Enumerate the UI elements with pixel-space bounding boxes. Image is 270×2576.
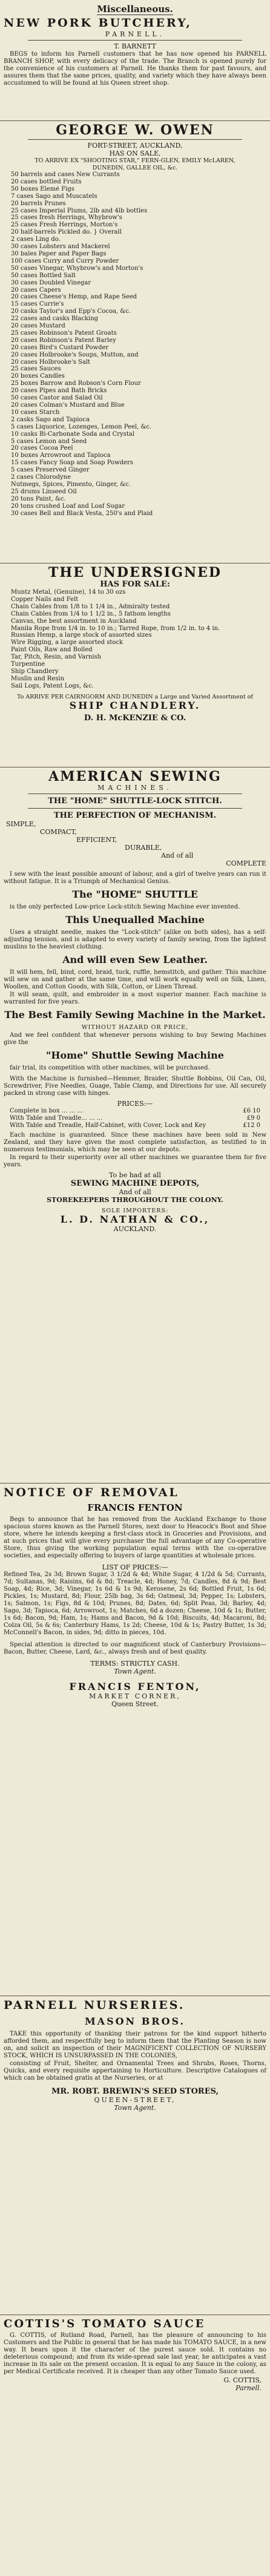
nursery-title: PARNELL NURSERIES. — [4, 1999, 185, 2012]
sewing-complete: COMPLETE — [226, 859, 266, 867]
list-item: Paint Oils, Raw and Boiled — [11, 646, 93, 654]
sewing-p1: I sew with the least possible amount of labour, and a girl of twelve years can run it without fatigue. It is a Triumph of Mechanical Genius. — [4, 871, 266, 885]
sauce-p1: G. COTTIS, of Rutland Road, Parnell, has the pleasure of announcing to his Customers and the Public in general that he has made his TOMATO SAUCE, in a new way. It bears upon it the character of the purest sauce sold. It contains no deleterious compound; and from its wide-spread sale last year, he anticipates a vast increase in its sale on the present occasion. It is equal to any Sauce in the colony, as per Medical Certificate received. It is cheaper than any other Tomato Sauce used. — [4, 2332, 266, 2375]
list-item: 2 cases Ling do. — [11, 236, 61, 243]
nursery-store: MR. ROBT. BREWIN'S SEED STORES, — [51, 2087, 219, 2096]
sewing-importers: L. D. NATHAN & CO., — [60, 1214, 210, 1225]
list-item: 25 cases Fresh Herrings, Morton's — [11, 222, 118, 229]
list-item: Copper Nails and Felt — [11, 596, 79, 603]
sauce-ad — [0, 2317, 270, 2394]
sewing-subtitle: MACHINES. — [97, 784, 173, 792]
removal-price-list: Refined Tea, 2s 3d; Brown Sugar, 3 1/2d & 4d; White Sugar, 4 1/2d & 5d; Currants, 7d; Sultanas, 9d; Raisins, 6d & 8d; Treacle, 4d; Honey, 7d; Candles, 8d & 9d; Best Soap, 4d; Rice, 3d; Vinegar, 1s 6d & 1s 9d; Kerosene, 2s 6d; Bottled Fruit, 1s 6d; Pickles, 1s; Mustard, 8d; Flour, 25lb bag, 3s 6d; Oatmeal, 3d; Pepper, 1s; Lobsters, 1s; Salmon, 1s; Figs, 8d & 10d; Prunes, 8d; Dates, 6d; Split Peas, 3d; Barley, 4d; Sago, 3d; Tapioca, 6d; Arrowroot, 1s; Matches, 6d a dozen; Cheese, 10d & 1s; Butter, 1s 6d; Bacon, 9d; Ham, 1s; Hams and Bacon, 9d & 10d; Biscuits, 4d; Macaroni, 8d; Colza Oil, 5s & 6s; Canterbury Hams, 1s 2d; Cheese, 10d & 1s; Pastry Butter, 1s 3d; McConnell's Bacon, in sides, 9d; ditto in pieces, 10d. — [4, 1571, 266, 1636]
sauce-sig1: G. COTTIS, — [223, 2376, 262, 2384]
list-item: 25 cases Imperial Plums, 2lb and 4lb bottles — [11, 207, 148, 214]
sewing-storekeepers: STOREKEEPERS THROUGHOUT THE COLONY. — [47, 1195, 223, 1204]
list-item: 25 boxes Barrow and Robson's Corn Flour — [11, 380, 141, 387]
sewing-p9: Each machine is guaranteed. Since these machines have been sold in New Zealand, and they have given the most complete satisfaction, as testified to in numerous testimonials, which may be seen at our depots. — [4, 1131, 266, 1153]
sewing-p4: It will hem, fell, bind, cord, braid, tuck, ruffle, hemstitch, and gather. This machine will sew on and gather at the same time, and will work equally well on Silk, Linen, Woollen, and Cotton Goods, with Silk, Cotton, or Linen Thread. — [4, 969, 266, 990]
list-item: Wire Rigging, a large assorted stock — [11, 639, 123, 646]
sewing-home: THE "HOME" SHUTTLE-LOCK STITCH. — [48, 797, 222, 806]
list-item: 20 half-barrels Pickled do. } Overall — [11, 229, 122, 236]
sewing-importers-title: SOLE IMPORTERS: — [101, 1207, 169, 1214]
list-item: Manila Rope from 1/4 in. to 10 in.; Tarred Rope, from 1/2 in. to 4 in. — [11, 625, 220, 632]
sewing-p3: Uses a straight needle, makes the "Lock-stitch" (alike on both sides), has a self-adjusting tension, and is adapted to every variety of family sewing, from the lightest muslins to the heaviest clothing. — [4, 929, 266, 950]
undersigned-sale: HAS FOR SALE: — [100, 580, 170, 589]
nursery-agent: Town Agent. — [114, 2104, 156, 2112]
list-item: 7 cases Sago and Muscatels — [11, 192, 97, 200]
list-item: 25 cases Robinson's Patent Groats — [11, 329, 117, 337]
list-item: 5 cases Liquorice, Lozenges, Lemon Peel, &c. — [11, 423, 152, 430]
butchery-owner: T. BARNETT — [114, 42, 156, 50]
list-item: 25 cases fresh Herrings, Whybrow's — [11, 214, 122, 222]
sauce-title: COTTIS'S TOMATO SAUCE — [4, 2318, 206, 2330]
sewing-prices-title: PRICES:— — [117, 1099, 153, 1108]
list-item: 20 cases Bird's Custard Powder — [11, 344, 109, 351]
sewing-best: The Best Family Sewing Machine in the Market. — [4, 1009, 266, 1020]
removal-sig1: FRANCIS FENTON, — [69, 1681, 201, 1692]
sewing-p6: And we feel confident that whenever persons wishing to buy Sewing Machines give the — [4, 1031, 266, 1046]
list-item: 30 bales Paper and Paper Bags — [11, 250, 107, 257]
list-item: Russian Hemp, a large stock of assorted sizes — [11, 632, 152, 639]
list-item: 30 cases Bell and Black Vesta, 250's and Plaid — [11, 510, 153, 517]
price-row: With Table and Treadle... ... ... £9 0 — [10, 1114, 260, 1122]
owen-sale: HAS ON SALE, — [109, 150, 161, 157]
sewing-perfection: THE PERFECTION OF MECHANISM. — [53, 811, 217, 820]
removal-list-title: LIST OF PRICES:— — [102, 1563, 168, 1571]
list-item: 20 cases Holbrooke's Soups, Mutton, and — [11, 351, 139, 358]
list-item: 10 boxes Arrowroot and Tapioca — [11, 452, 111, 459]
list-item: Canvas, the best assortment in Auckland — [11, 617, 137, 625]
sewing-p8: With the Machine is furnished—Hemmer, Braider, Shuttle Bobbins, Oil Can, Oil, Screwdriver, Five Needles, Guage, Table Clamp, and Directions for use. All securely packed in strong case with hinges. — [4, 1075, 266, 1097]
list-item: 15 cases Fancy Soap and Soap Powders — [11, 459, 133, 467]
sewing-and-of-all: And of all — [119, 1188, 151, 1196]
sewing-durable: DURABLE, — [125, 844, 162, 852]
list-item: 20 barrels Prunes — [11, 200, 66, 207]
sewing-unequalled: This Unequalled Machine — [65, 914, 205, 925]
sewing-home-sewing: "Home" Shuttle Sewing Machine — [46, 1049, 224, 1061]
list-item: 20 tons Paint, &c. — [11, 495, 66, 502]
list-item: Turpentine — [11, 661, 45, 668]
list-item: 50 boxes Elemé Figs — [11, 185, 74, 192]
owen-title: GEORGE W. OWEN — [56, 122, 214, 138]
list-item: 20 cases Cocoa Peel — [11, 445, 73, 452]
list-item: 20 cases Pipes and Bath Bricks — [11, 387, 107, 395]
undersigned-signature: D. H. McKENZIE & CO. — [84, 714, 186, 723]
list-item: 5 cases Preserved Ginger — [11, 467, 90, 474]
undersigned-title: THE UNDERSIGNED — [48, 565, 222, 580]
removal-title: NOTICE OF REMOVAL — [4, 1486, 179, 1499]
list-item: 20 casks Taylor's and Epp's Cocoa, &c. — [11, 308, 131, 315]
undersigned-ad — [0, 565, 270, 767]
list-item: 10 casks Bi-Carbonate Soda and Crystal — [11, 430, 135, 438]
list-item: Muslin and Resin — [11, 675, 65, 682]
list-item: Tar, Pitch, Resin, and Varnish — [11, 654, 102, 661]
sewing-title: AMERICAN SEWING — [48, 769, 222, 784]
removal-address: Town Agent. — [114, 1668, 156, 1675]
removal-sig3: Queen Street. — [111, 1700, 159, 1708]
list-item: 2 cases Chlorodyne — [11, 474, 71, 481]
price-row: Complete in box ... ... ... £6 10 — [10, 1107, 260, 1114]
nursery-p1: TAKE this opportunity of thanking their patrons for the kind support hitherto afforded them, and respectfully beg to inform them that the Planting Season is now on, and solicit an inspection of their MAGNIFICENT COLLECTION OF NURSERY STOCK, WHICH IS UNSURPASSED IN THE COLONIES, — [4, 2031, 266, 2059]
sauce-sig2: Parnell. — [235, 2384, 262, 2392]
removal-p1: Begs to announce that he has removed from the Auckland Exchange to those spacious stores known as the Parnell Stores, next door to Heacock's Boot and Shoe store, where he intends keeping a first-class stock in Groceries and Provisions, and at such prices that will give every purchaser the full advantage of any Co-operative Store, thus giving the working population equal terms with the co-operative societies, and especially offering to buyers of large quantities at wholesale prices. — [4, 1516, 266, 1559]
removal-name: FRANCIS FENTON — [87, 1502, 183, 1513]
list-item: 30 cases Lobsters and Mackerel — [11, 243, 110, 251]
sewing-p10: In regard to their superiority over all other machines we guarantee them for five years. — [4, 1154, 266, 1168]
sewing-and: And of all — [161, 852, 194, 859]
removal-terms: TERMS: STRICTLY CASH. — [90, 1660, 180, 1668]
list-item: 20 cases Holbrooke's Salt — [11, 358, 91, 366]
sewing-simple: SIMPLE, — [6, 820, 36, 828]
sewing-sew-leather: And will even Sew Leather. — [62, 954, 208, 965]
list-item: 30 cases Doubled Vinegar — [11, 279, 91, 286]
list-item: Muntz Metal, (Genuine), 14 to 30 ozs — [11, 589, 126, 596]
butchery-body: BEGS to inform his Parnell customers that he has now opened his PARNELL BRANCH SHOP, with every delicacy of the trade. The Branch is opened purely for the convenience of his customers at Parnell. He thanks them for past favours, and assures them that the same prices, quality, and variety which they have always been accustomed to will be found at his Queen street shop. — [4, 51, 266, 87]
sewing-without: WITHOUT HAZARD OR PRICE, — [81, 1024, 189, 1031]
nursery-p2: consisting of Fruit, Shelter, and Ornamental Trees and Shrubs, Roses, Thorns, Quicks, and every requisite appertaining to Horticulture. Descriptive Catalogues of which can be obtained gratis at the Nurseries, or at — [4, 2060, 266, 2082]
butchery-ad — [0, 16, 270, 121]
sewing-prices — [4, 1108, 266, 1129]
list-item: 20 tons crushed Loaf and Loaf Sugar — [11, 502, 125, 510]
sewing-home-title: The "HOME" SHUTTLE — [72, 889, 198, 900]
list-item: Nutmegs, Spices, Pimento, Ginger, &c. — [11, 481, 131, 488]
nursery-firm: MASON BROS. — [84, 2016, 186, 2027]
sewing-efficient: EFFICIENT, — [76, 836, 117, 844]
sewing-compact: COMPACT, — [40, 828, 77, 836]
sewing-to-be: To be had at all — [109, 1171, 161, 1179]
list-item: 20 cases Cheese's Hemp, and Rape Seed — [11, 294, 137, 301]
sewing-city: AUCKLAND. — [113, 1225, 157, 1233]
sewing-p2: is the only perfected Low-price Lock-stitch Sewing Machine ever invented. — [10, 904, 240, 910]
list-item: 15 cases Currie's — [11, 301, 64, 308]
list-item: 50 cases Bottled Salt — [11, 272, 76, 279]
list-item: 20 boxes Candles — [11, 373, 65, 380]
price-row: With Table and Treadle, Half-Cabinet, with Cover, Lock and Key £12 0 — [10, 1122, 260, 1129]
removal-ad — [0, 1485, 270, 1996]
list-item: 50 barrels and cases New Currants — [11, 171, 120, 178]
list-item: 22 cases and casks Blacking — [11, 315, 99, 323]
list-item: 2 casks Sago and Tapioca — [11, 416, 90, 423]
undersigned-list — [4, 589, 266, 690]
list-item: 10 cases Starch — [11, 409, 60, 416]
list-item: Chain Cables from 1/4 to 1 1/2 in., 5 fathom lengths — [11, 610, 171, 617]
owen-list — [4, 171, 266, 518]
butchery-location: PARNELL. — [105, 30, 165, 38]
list-item: 20 cases bottled Fruits — [11, 178, 82, 185]
list-item: 50 cases Vinegar, Whybrow's and Morton's — [11, 264, 143, 272]
owen-ex: TO ARRIVE EX "SHOOTING STAR," FERN-GLEN, EMILY McLAREN, DUNEDIN, GALLEE OIL, &c. — [35, 157, 235, 171]
list-item: 20 cases Capers — [11, 286, 61, 294]
nursery-ad — [0, 1998, 270, 2315]
list-item: 20 cases Colman's Mustard and Blue — [11, 402, 125, 409]
list-item: Chain Cables from 1/8 to 1 1/4 in., Admiralty tested — [11, 603, 170, 610]
list-item: Ship Chandlery — [11, 668, 59, 675]
list-item: 20 cases Mustard — [11, 323, 65, 330]
removal-special: Special attention is directed to our magnificent stock of Canterbury Provisions—Bacon, Butter, Cheese, Lard, &c., always fresh and of best quality. — [4, 1641, 266, 1655]
list-item: Sail Logs, Patent Logs, &c. — [11, 682, 94, 689]
list-item: 25 cases Sauces — [11, 366, 61, 373]
list-item: 100 cases Curry and Curry Powder — [11, 257, 119, 264]
list-item: 20 cases Robinson's Patent Barley — [11, 337, 116, 344]
sewing-p7: fair trial, its competition with other machines, will be purchased. — [10, 1064, 210, 1071]
removal-sig2: MARKET CORNER, — [89, 1692, 181, 1700]
undersigned-arrive: To ARRIVE PER CAIRNGORM AND DUNEDIN a Large and Varied Assortment of — [17, 693, 253, 700]
section-heading: Miscellaneous. — [97, 4, 173, 15]
nursery-street: QUEEN-STREET, — [94, 2096, 176, 2104]
butchery-title: NEW PORK BUTCHERY, — [4, 16, 192, 30]
sewing-p5: It will seam, quilt, and embroider in a most superior manner. Each machine is warranted for five years. — [4, 991, 266, 1005]
owen-location: FORT-STREET, AUCKLAND, — [87, 142, 183, 150]
list-item: 5 cases Lemon and Seed — [11, 438, 87, 445]
list-item: 50 cases Castor and Salad Oil — [11, 395, 103, 402]
list-item: 25 drums Linseed Oil — [11, 488, 77, 495]
undersigned-chandlery: SHIP CHANDLERY. — [69, 700, 201, 712]
owen-ad — [0, 123, 270, 564]
sewing-ad — [0, 769, 270, 1484]
sewing-depots: SEWING MACHINE DEPOTS, — [70, 1178, 200, 1188]
